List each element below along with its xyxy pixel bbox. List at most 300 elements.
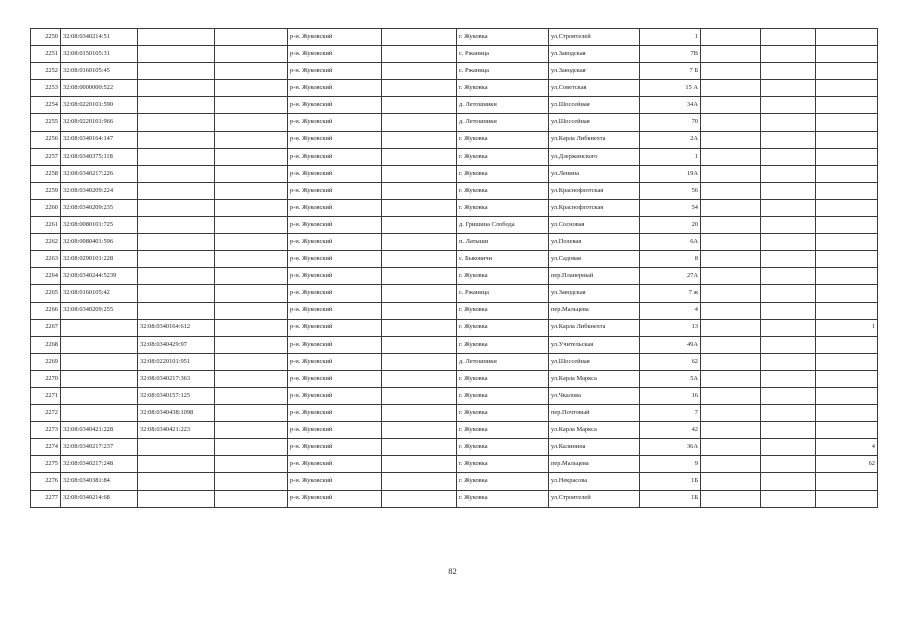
row-number-cell: 2258 <box>31 165 61 182</box>
cadastral-number-2-cell <box>138 251 215 268</box>
extra-cell <box>761 234 816 251</box>
extra-cell <box>701 353 761 370</box>
extra-value-cell <box>816 63 878 80</box>
empty-cell <box>215 148 288 165</box>
extra-cell <box>761 439 816 456</box>
house-number-cell: 7 <box>640 405 701 422</box>
register-table-body <box>31 29 878 508</box>
street-cell: ул.Чкалова <box>549 387 640 404</box>
house-number-cell: 62 <box>640 353 701 370</box>
district-cell: р-н. Жуковский <box>288 473 382 490</box>
empty-cell <box>215 370 288 387</box>
cadastral-number-cell: 32:08:0340217:248 <box>61 456 138 473</box>
table-row <box>31 405 878 422</box>
extra-cell <box>761 251 816 268</box>
house-number-cell: 9 <box>640 456 701 473</box>
settlement-cell: г. Жуковка <box>457 473 549 490</box>
empty-cell <box>215 29 288 46</box>
extra-cell <box>761 199 816 216</box>
district-cell: р-н. Жуковский <box>288 165 382 182</box>
street-cell: ул.Карла Маркса <box>549 422 640 439</box>
street-cell: ул.Некрасова <box>549 473 640 490</box>
empty-cell <box>215 97 288 114</box>
extra-cell <box>701 234 761 251</box>
table-row <box>31 370 878 387</box>
row-number-cell: 2261 <box>31 217 61 234</box>
house-number-cell: 7 Б <box>640 63 701 80</box>
settlement-cell: г. Жуковка <box>457 80 549 97</box>
extra-cell <box>761 182 816 199</box>
cadastral-number-cell: 32:08:0150105:31 <box>61 46 138 63</box>
register-table <box>30 28 878 508</box>
extra-cell <box>761 114 816 131</box>
extra-cell <box>761 490 816 507</box>
settlement-cell: д. Летошники <box>457 353 549 370</box>
extra-cell <box>761 80 816 97</box>
empty-cell <box>215 234 288 251</box>
extra-cell <box>761 336 816 353</box>
extra-cell <box>761 473 816 490</box>
extra-value-cell: 4 <box>816 439 878 456</box>
district-cell: р-н. Жуковский <box>288 439 382 456</box>
row-number-cell: 2271 <box>31 387 61 404</box>
empty-cell <box>215 217 288 234</box>
extra-cell <box>701 387 761 404</box>
settlement-cell: с. Ржаница <box>457 285 549 302</box>
extra-cell <box>761 456 816 473</box>
empty-cell <box>382 370 457 387</box>
extra-cell <box>761 29 816 46</box>
street-cell: пер.Планерный <box>549 268 640 285</box>
settlement-cell: г. Жуковка <box>457 439 549 456</box>
extra-cell <box>701 439 761 456</box>
empty-cell <box>215 131 288 148</box>
cadastral-number-cell <box>61 387 138 404</box>
table-row <box>31 319 878 336</box>
house-number-cell: 54 <box>640 199 701 216</box>
extra-value-cell <box>816 251 878 268</box>
table-row <box>31 114 878 131</box>
table-row <box>31 182 878 199</box>
extra-value-cell <box>816 387 878 404</box>
extra-cell <box>761 217 816 234</box>
cadastral-number-2-cell <box>138 114 215 131</box>
table-row <box>31 63 878 80</box>
extra-cell <box>701 302 761 319</box>
extra-cell <box>701 251 761 268</box>
row-number-cell: 2253 <box>31 80 61 97</box>
empty-cell <box>382 387 457 404</box>
row-number-cell: 2250 <box>31 29 61 46</box>
empty-cell <box>215 285 288 302</box>
street-cell: ул.Строителей <box>549 490 640 507</box>
street-cell: ул.Шоссейная <box>549 353 640 370</box>
street-cell: ул.Садовая <box>549 251 640 268</box>
empty-cell <box>382 473 457 490</box>
empty-cell <box>382 217 457 234</box>
district-cell: р-н. Жуковский <box>288 405 382 422</box>
extra-cell <box>701 422 761 439</box>
cadastral-number-cell: 32:08:0340214:68 <box>61 490 138 507</box>
extra-cell <box>761 131 816 148</box>
settlement-cell: д. Летошники <box>457 114 549 131</box>
table-row <box>31 97 878 114</box>
cadastral-number-2-cell: 32:08:0340438:1098 <box>138 405 215 422</box>
cadastral-number-2-cell <box>138 473 215 490</box>
empty-cell <box>215 165 288 182</box>
district-cell: р-н. Жуковский <box>288 182 382 199</box>
extra-value-cell <box>816 131 878 148</box>
empty-cell <box>382 302 457 319</box>
cadastral-number-cell <box>61 405 138 422</box>
extra-cell <box>701 319 761 336</box>
empty-cell <box>382 405 457 422</box>
row-number-cell: 2257 <box>31 148 61 165</box>
settlement-cell: г. Жуковка <box>457 456 549 473</box>
empty-cell <box>215 422 288 439</box>
cadastral-number-2-cell <box>138 439 215 456</box>
extra-cell <box>701 29 761 46</box>
extra-value-cell <box>816 217 878 234</box>
street-cell: ул.Краснофлотская <box>549 182 640 199</box>
empty-cell <box>215 199 288 216</box>
district-cell: р-н. Жуковский <box>288 336 382 353</box>
row-number-cell: 2267 <box>31 319 61 336</box>
row-number-cell: 2277 <box>31 490 61 507</box>
row-number-cell: 2255 <box>31 114 61 131</box>
empty-cell <box>382 353 457 370</box>
cadastral-number-cell <box>61 319 138 336</box>
extra-cell <box>761 165 816 182</box>
street-cell: ул.Калинина <box>549 439 640 456</box>
extra-cell <box>761 302 816 319</box>
settlement-cell: п. Латыши <box>457 234 549 251</box>
extra-cell <box>761 46 816 63</box>
table-row <box>31 353 878 370</box>
district-cell: р-н. Жуковский <box>288 422 382 439</box>
district-cell: р-н. Жуковский <box>288 114 382 131</box>
empty-cell <box>382 63 457 80</box>
empty-cell <box>215 114 288 131</box>
cadastral-number-cell: 32:08:0220101:590 <box>61 97 138 114</box>
empty-cell <box>382 319 457 336</box>
cadastral-number-2-cell <box>138 148 215 165</box>
cadastral-number-2-cell <box>138 63 215 80</box>
district-cell: р-н. Жуковский <box>288 199 382 216</box>
street-cell: ул.Карла Маркса <box>549 370 640 387</box>
street-cell: пер.Почтовый <box>549 405 640 422</box>
extra-value-cell: 62 <box>816 456 878 473</box>
cadastral-number-2-cell <box>138 234 215 251</box>
table-row <box>31 165 878 182</box>
cadastral-number-cell <box>61 370 138 387</box>
extra-value-cell <box>816 490 878 507</box>
row-number-cell: 2268 <box>31 336 61 353</box>
extra-value-cell <box>816 199 878 216</box>
extra-cell <box>701 490 761 507</box>
cadastral-number-2-cell <box>138 46 215 63</box>
table-row <box>31 234 878 251</box>
row-number-cell: 2276 <box>31 473 61 490</box>
extra-value-cell <box>816 336 878 353</box>
street-cell: ул.Учительская <box>549 336 640 353</box>
cadastral-number-2-cell <box>138 302 215 319</box>
cadastral-number-2-cell <box>138 29 215 46</box>
extra-cell <box>701 473 761 490</box>
street-cell: ул.Советская <box>549 80 640 97</box>
cadastral-number-2-cell <box>138 490 215 507</box>
extra-value-cell <box>816 29 878 46</box>
empty-cell <box>382 131 457 148</box>
table-row <box>31 490 878 507</box>
settlement-cell: г. Жуковка <box>457 336 549 353</box>
empty-cell <box>382 336 457 353</box>
cadastral-number-cell: 32:08:0160105:45 <box>61 63 138 80</box>
street-cell: ул.Карла Либкнехта <box>549 319 640 336</box>
cadastral-number-2-cell <box>138 456 215 473</box>
house-number-cell: 16 <box>640 387 701 404</box>
cadastral-number-cell: 32:08:0340244:5239 <box>61 268 138 285</box>
cadastral-number-2-cell <box>138 131 215 148</box>
district-cell: р-н. Жуковский <box>288 148 382 165</box>
empty-cell <box>215 456 288 473</box>
settlement-cell: г. Жуковка <box>457 319 549 336</box>
settlement-cell: г. Жуковка <box>457 29 549 46</box>
cadastral-number-cell: 32:08:0000000:522 <box>61 80 138 97</box>
empty-cell <box>382 29 457 46</box>
cadastral-number-cell: 32:08:0340421:228 <box>61 422 138 439</box>
extra-value-cell <box>816 370 878 387</box>
district-cell: р-н. Жуковский <box>288 131 382 148</box>
row-number-cell: 2262 <box>31 234 61 251</box>
empty-cell <box>215 473 288 490</box>
extra-value-cell <box>816 473 878 490</box>
row-number-cell: 2272 <box>31 405 61 422</box>
empty-cell <box>215 439 288 456</box>
row-number-cell: 2251 <box>31 46 61 63</box>
extra-value-cell <box>816 353 878 370</box>
district-cell: р-н. Жуковский <box>288 251 382 268</box>
extra-cell <box>761 63 816 80</box>
extra-cell <box>701 405 761 422</box>
street-cell: ул.Заводская <box>549 285 640 302</box>
street-cell: пер.Мальцева <box>549 456 640 473</box>
extra-cell <box>761 370 816 387</box>
cadastral-number-2-cell: 32:08:0340157:125 <box>138 387 215 404</box>
settlement-cell: с. Ржаница <box>457 46 549 63</box>
cadastral-number-cell <box>61 353 138 370</box>
district-cell: р-н. Жуковский <box>288 319 382 336</box>
table-row <box>31 199 878 216</box>
settlement-cell: г. Жуковка <box>457 182 549 199</box>
empty-cell <box>382 182 457 199</box>
extra-cell <box>761 319 816 336</box>
cadastral-number-2-cell <box>138 217 215 234</box>
settlement-cell: г. Жуковка <box>457 148 549 165</box>
extra-cell <box>761 268 816 285</box>
cadastral-number-cell: 32:08:0340209:235 <box>61 199 138 216</box>
empty-cell <box>382 199 457 216</box>
row-number-cell: 2275 <box>31 456 61 473</box>
cadastral-number-cell: 32:08:0340164:147 <box>61 131 138 148</box>
extra-cell <box>701 268 761 285</box>
cadastral-number-2-cell: 32:08:0340164:612 <box>138 319 215 336</box>
cadastral-number-cell: 32:08:0340214:51 <box>61 29 138 46</box>
table-row <box>31 148 878 165</box>
cadastral-number-cell: 32:08:0220101:966 <box>61 114 138 131</box>
extra-cell <box>701 456 761 473</box>
street-cell: ул.Шоссейная <box>549 97 640 114</box>
table-row <box>31 439 878 456</box>
cadastral-number-2-cell <box>138 182 215 199</box>
district-cell: р-н. Жуковский <box>288 80 382 97</box>
cadastral-number-2-cell: 32:08:0340421:223 <box>138 422 215 439</box>
table-row <box>31 29 878 46</box>
cadastral-number-cell: 32:08:0080101:725 <box>61 217 138 234</box>
extra-cell <box>701 80 761 97</box>
table-row <box>31 80 878 97</box>
empty-cell <box>382 114 457 131</box>
extra-cell <box>761 422 816 439</box>
district-cell: р-н. Жуковский <box>288 285 382 302</box>
empty-cell <box>215 268 288 285</box>
district-cell: р-н. Жуковский <box>288 353 382 370</box>
table-row <box>31 268 878 285</box>
settlement-cell: г. Жуковка <box>457 387 549 404</box>
table-row <box>31 456 878 473</box>
cadastral-number-2-cell: 32:08:0220101:951 <box>138 353 215 370</box>
district-cell: р-н. Жуковский <box>288 490 382 507</box>
table-row <box>31 387 878 404</box>
house-number-cell: 56 <box>640 182 701 199</box>
extra-value-cell: 1 <box>816 319 878 336</box>
house-number-cell: 1Б <box>640 490 701 507</box>
extra-value-cell <box>816 302 878 319</box>
page-number: 82 <box>448 566 457 576</box>
settlement-cell: д. Гришина Слобода <box>457 217 549 234</box>
settlement-cell: д. Летошники <box>457 97 549 114</box>
empty-cell <box>382 165 457 182</box>
row-number-cell: 2266 <box>31 302 61 319</box>
cadastral-number-cell: 32:08:0290101:228 <box>61 251 138 268</box>
street-cell: ул.Шоссейная <box>549 114 640 131</box>
row-number-cell: 2273 <box>31 422 61 439</box>
row-number-cell: 2254 <box>31 97 61 114</box>
house-number-cell: 70 <box>640 114 701 131</box>
extra-cell <box>761 405 816 422</box>
row-number-cell: 2265 <box>31 285 61 302</box>
table-row <box>31 473 878 490</box>
street-cell: ул.Заводская <box>549 46 640 63</box>
cadastral-number-cell: 32:08:0340375:118 <box>61 148 138 165</box>
settlement-cell: г. Жуковка <box>457 490 549 507</box>
row-number-cell: 2259 <box>31 182 61 199</box>
house-number-cell: 20 <box>640 217 701 234</box>
house-number-cell: 4 <box>640 302 701 319</box>
empty-cell <box>382 251 457 268</box>
extra-cell <box>761 148 816 165</box>
empty-cell <box>382 80 457 97</box>
table-row <box>31 302 878 319</box>
house-number-cell: 7В <box>640 46 701 63</box>
house-number-cell: 27А <box>640 268 701 285</box>
settlement-cell: г. Жуковка <box>457 131 549 148</box>
house-number-cell: 36А <box>640 439 701 456</box>
row-number-cell: 2264 <box>31 268 61 285</box>
empty-cell <box>382 46 457 63</box>
house-number-cell: 42 <box>640 422 701 439</box>
street-cell: ул.Дзержинского <box>549 148 640 165</box>
table-row <box>31 285 878 302</box>
empty-cell <box>382 456 457 473</box>
empty-cell <box>382 97 457 114</box>
street-cell: ул.Полевая <box>549 234 640 251</box>
cadastral-number-cell: 32:08:0340381:84 <box>61 473 138 490</box>
cadastral-number-cell: 32:08:0080401:596 <box>61 234 138 251</box>
empty-cell <box>382 490 457 507</box>
cadastral-number-2-cell <box>138 268 215 285</box>
district-cell: р-н. Жуковский <box>288 234 382 251</box>
district-cell: р-н. Жуковский <box>288 217 382 234</box>
extra-cell <box>701 370 761 387</box>
settlement-cell: г. Жуковка <box>457 268 549 285</box>
extra-value-cell <box>816 234 878 251</box>
cadastral-number-2-cell: 32:08:0340217:363 <box>138 370 215 387</box>
settlement-cell: г. Жуковка <box>457 165 549 182</box>
street-cell: ул.Карла Либкнехта <box>549 131 640 148</box>
street-cell: ул.Заводская <box>549 63 640 80</box>
extra-value-cell <box>816 422 878 439</box>
extra-cell <box>701 165 761 182</box>
empty-cell <box>215 251 288 268</box>
settlement-cell: с. Ржаница <box>457 63 549 80</box>
street-cell: ул.Краснофлотская <box>549 199 640 216</box>
table-row <box>31 217 878 234</box>
cadastral-number-2-cell <box>138 97 215 114</box>
cadastral-number-2-cell <box>138 165 215 182</box>
district-cell: р-н. Жуковский <box>288 63 382 80</box>
house-number-cell: 15 А <box>640 80 701 97</box>
district-cell: р-н. Жуковский <box>288 46 382 63</box>
row-number-cell: 2260 <box>31 199 61 216</box>
extra-value-cell <box>816 165 878 182</box>
row-number-cell: 2270 <box>31 370 61 387</box>
extra-cell <box>761 353 816 370</box>
house-number-cell: 1 <box>640 29 701 46</box>
extra-cell <box>701 46 761 63</box>
settlement-cell: г. Жуковка <box>457 422 549 439</box>
settlement-cell: г. Жуковка <box>457 302 549 319</box>
extra-cell <box>701 63 761 80</box>
house-number-cell: 6А <box>640 234 701 251</box>
extra-cell <box>701 336 761 353</box>
extra-cell <box>701 148 761 165</box>
house-number-cell: 34А <box>640 97 701 114</box>
empty-cell <box>215 336 288 353</box>
cadastral-number-cell: 32:08:0160105:42 <box>61 285 138 302</box>
extra-cell <box>701 285 761 302</box>
empty-cell <box>215 63 288 80</box>
empty-cell <box>215 490 288 507</box>
extra-cell <box>701 97 761 114</box>
empty-cell <box>215 319 288 336</box>
extra-value-cell <box>816 46 878 63</box>
row-number-cell: 2269 <box>31 353 61 370</box>
table-row <box>31 422 878 439</box>
extra-cell <box>761 387 816 404</box>
settlement-cell: г. Жуковка <box>457 370 549 387</box>
extra-value-cell <box>816 268 878 285</box>
